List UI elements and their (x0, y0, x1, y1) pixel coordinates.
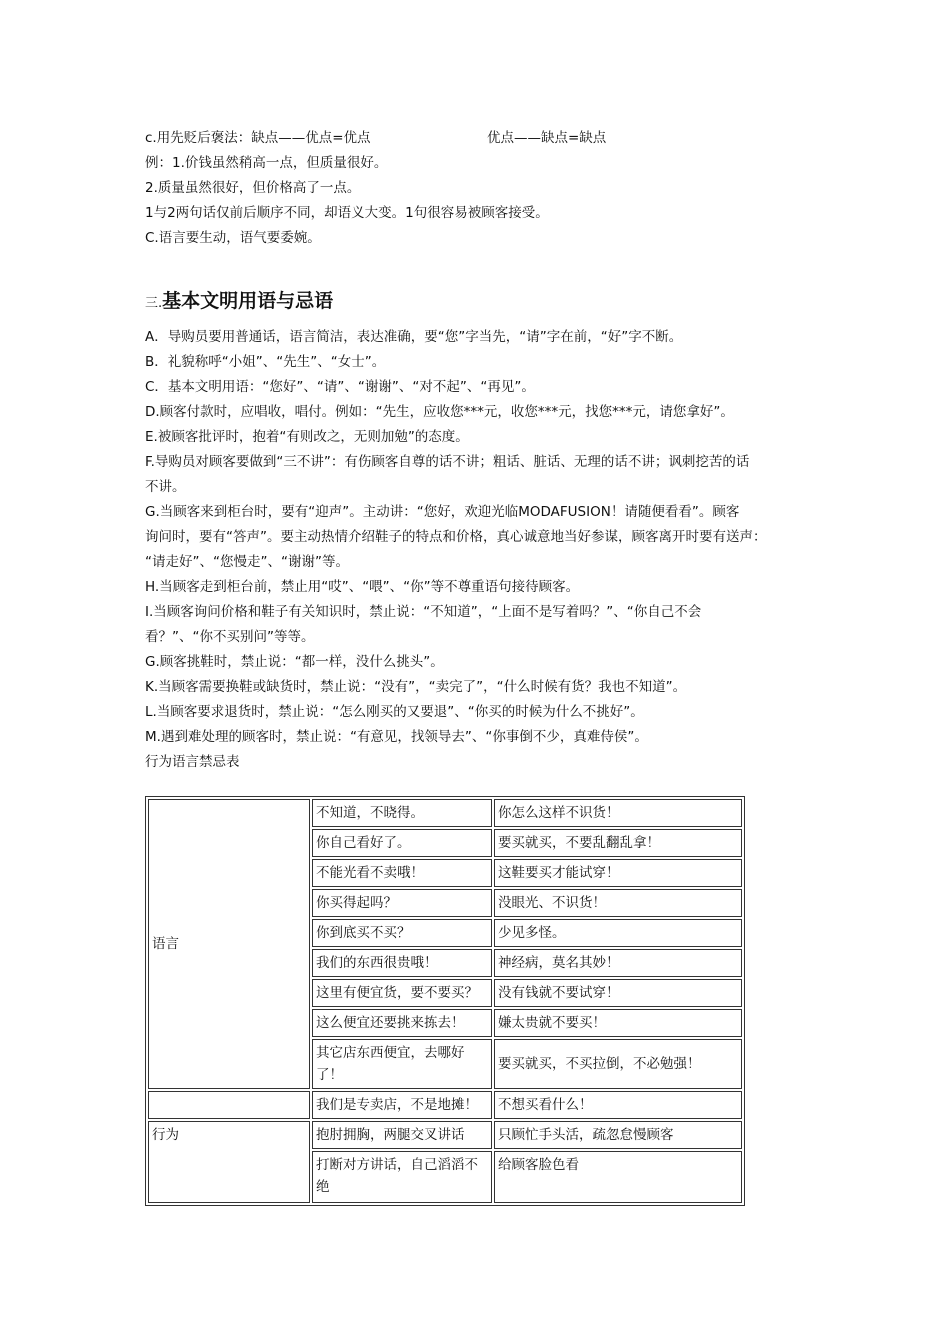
section-title: 基本文明用语与忌语 (162, 290, 334, 312)
table-cell: 打断对方讲话，自己滔滔不绝 (312, 1151, 492, 1203)
table-cell: 不能光看不卖哦！ (312, 859, 492, 887)
table-cell: 这里有便宜货，要不要买？ (312, 979, 492, 1007)
section-heading (145, 286, 333, 313)
table-cell: 没眼光、不识货！ (494, 889, 742, 917)
list-item: H.当顾客走到柜台前，禁止用“哎”、“喂”、“你”等不尊重语句接待顾客。 (145, 579, 580, 595)
table-cell: 要买就买，不要乱翻乱拿！ (494, 829, 742, 857)
table-cell: 这么便宜还要挑来拣去！ (312, 1009, 492, 1037)
list-item: 不讲。 (145, 479, 186, 495)
list-item: “请走好”、“您慢走”、“谢谢”等。 (145, 554, 349, 570)
list-item: K.当顾客需要换鞋或缺货时，禁止说：“没有”，“卖完了”，“什么时候有货？我也不知道”。 (145, 679, 687, 695)
table-cell: 不知道，不晓得。 (312, 799, 492, 827)
list-item: C．基本文明用语：“您好”、“请”、“谢谢”、“对不起”、“再见”。 (145, 379, 535, 395)
taboo-table (145, 796, 745, 1206)
list-item: G.顾客挑鞋时，禁止说：“都一样，没什么挑头”。 (145, 654, 444, 670)
table-cell: 要买就买，不买拉倒，不必勉强！ (494, 1039, 742, 1089)
category-behavior: 行为 (148, 1121, 310, 1203)
text-line: 例：1.价钱虽然稍高一点，但质量很好。 (145, 155, 388, 171)
list-item: 询问时，要有“答声”。要主动热情介绍鞋子的特点和价格，真心诚意地当好参谋，顾客离开时要有送声： (145, 529, 767, 545)
table-cell: 给顾客脸色看 (494, 1151, 742, 1203)
table-cell: 你买得起吗？ (312, 889, 492, 917)
list-item: I.当顾客询问价格和鞋子有关知识时，禁止说：“不知道”，“上面不是写着吗？”、“你自己不会 (145, 604, 702, 620)
list-item: L.当顾客要求退货时，禁止说：“怎么刚买的又要退”、“你买的时候为什么不挑好”。 (145, 704, 644, 720)
text-line: 1与2两句话仅前后顺序不同，却语义大变。1句很容易被顾客接受。 (145, 205, 549, 221)
text-line: C.语言要生动，语气要委婉。 (145, 230, 321, 246)
text-line: c.用先贬后褒法：缺点——优点=优点 (145, 130, 371, 146)
list-item: D.顾客付款时，应唱收，唱付。例如：“先生，应收您***元，收您***元，找您***元，请您拿好”。 (145, 404, 734, 420)
text-line: 优点——缺点=缺点 (487, 130, 607, 146)
table-cell: 这鞋要买才能试穿！ (494, 859, 742, 887)
table-cell: 只顾忙手头活，疏忽怠慢顾客 (494, 1121, 742, 1149)
table-cell: 神经病，莫名其妙！ (494, 949, 742, 977)
table-cell: 我们的东西很贵哦！ (312, 949, 492, 977)
table-cell: 没有钱就不要试穿！ (494, 979, 742, 1007)
table-cell: 你到底买不买？ (312, 919, 492, 947)
table-cell: 你自己看好了。 (312, 829, 492, 857)
table-cell: 不想买看什么！ (494, 1091, 742, 1119)
table-caption: 行为语言禁忌表 (145, 754, 240, 770)
empty-category-cell (148, 1091, 310, 1119)
table-row (148, 1121, 742, 1149)
text-line: 2.质量虽然很好，但价格高了一点。 (145, 180, 361, 196)
list-item: 看？”、“你不买别问”等等。 (145, 629, 315, 645)
table-cell: 其它店东西便宜，去哪好了！ (312, 1039, 492, 1089)
table-row (148, 1091, 742, 1119)
section-number: 三. (145, 296, 163, 311)
table-cell: 嫌太贵就不要买！ (494, 1009, 742, 1037)
table-cell: 你怎么这样不识货！ (494, 799, 742, 827)
list-item: A．导购员要用普通话，语言简洁，表达准确，要“您”字当先，“请”字在前，“好”字不断。 (145, 329, 683, 345)
table-cell: 少见多怪。 (494, 919, 742, 947)
list-item: G.当顾客来到柜台时，要有“迎声”。主动讲：“您好，欢迎光临MODAFUSION！请随便看看”。顾客 (145, 504, 740, 520)
list-item: B．礼貌称呼“小姐”、“先生”、“女士”。 (145, 354, 386, 370)
category-language: 语言 (148, 799, 310, 1089)
table-cell: 抱肘拥胸，两腿交叉讲话 (312, 1121, 492, 1149)
list-item: F.导购员对顾客要做到“三不讲”：有伤顾客自尊的话不讲；粗话、脏话、无理的话不讲；讽刺挖苦的话 (145, 454, 750, 470)
list-item: E.被顾客批评时，抱着“有则改之，无则加勉”的态度。 (145, 429, 469, 445)
table-row (148, 799, 742, 827)
list-item: M.遇到难处理的顾客时，禁止说：“有意见，找领导去”、“你事倒不少，真难侍侯”。 (145, 729, 648, 745)
table-cell: 我们是专卖店，不是地摊！ (312, 1091, 492, 1119)
